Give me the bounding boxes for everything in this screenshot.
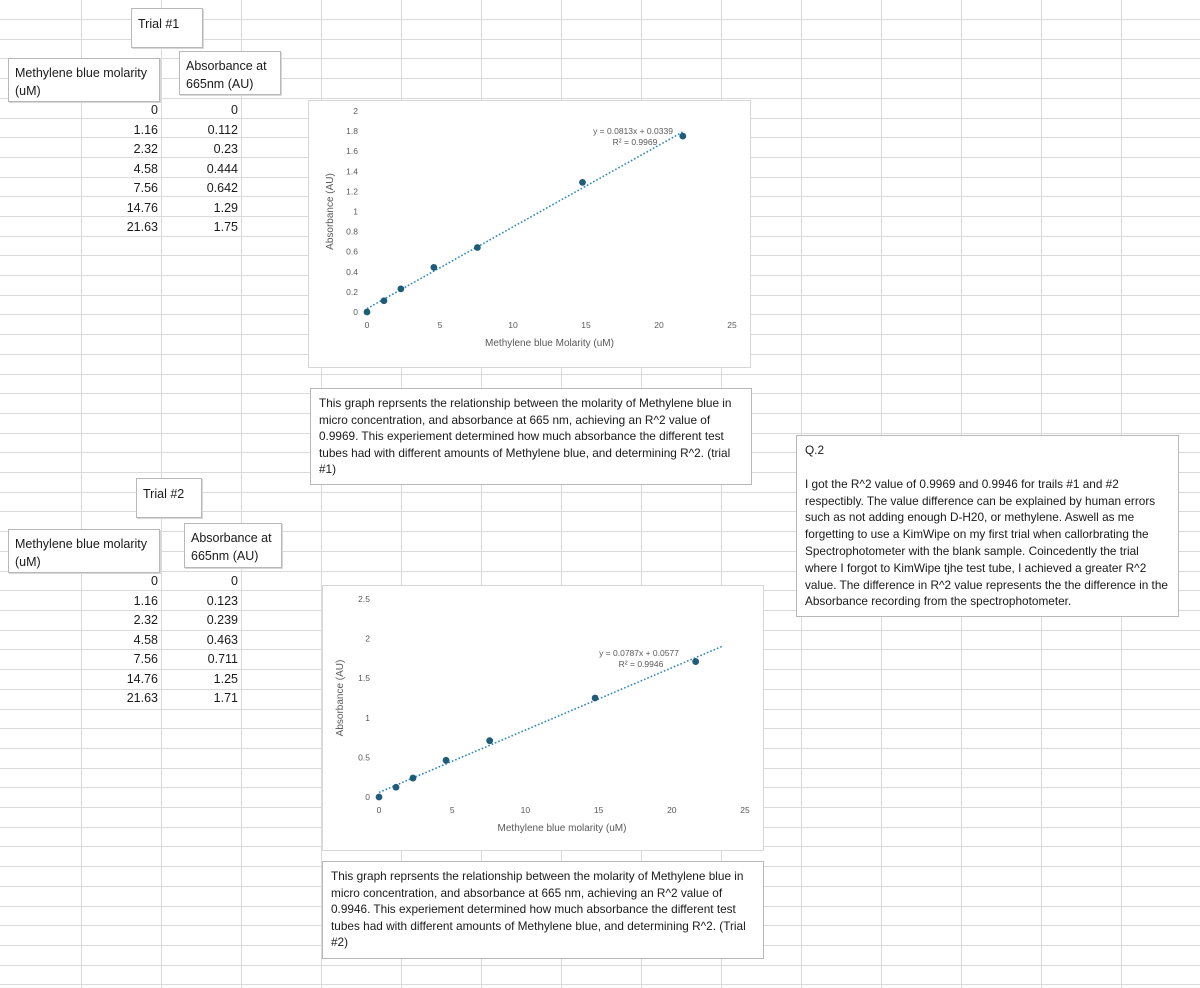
chart1-trendline [367, 132, 683, 309]
trial1-absorbance-cell[interactable]: 0.112 [207, 122, 238, 137]
chart1-y-tick-label: 1.6 [346, 146, 358, 157]
trial1-description: This graph reprsents the relationship between the molarity of Methylene blue in micro concentration, and absorbance at 665 nm, achieving an R^2 value of 0.9969. This experiement determined how much absorbance the different test tubes had with different amounts of Methylene blue, and determining R^2. (trial #1) [310, 388, 752, 485]
chart1-data-point[interactable] [679, 133, 686, 140]
trial1-absorbance-cell[interactable]: 1.75 [213, 220, 238, 234]
q2-body: I got the R^2 value of 0.9969 and 0.9946 for trails #1 and #2 respectibly. The value difference can be explained by human errors such as not adding enough D-H20, or methylene. Aswell as me forgetting to use a KimWipe on my first trial when callorbrating the Spectrophotometer with the blank sample. Coincedently the trial where I forgot to KimWipe tjhe test tube, I achieved a greater R^2 value. The difference in R^2 value represents the the difference in the Absorbance recording from the spectrophotometer. [805, 476, 1168, 609]
trial2-molarity-cell[interactable]: 0 [151, 574, 158, 588]
trial2-absorbance-cell[interactable]: 0 [231, 574, 238, 588]
trial2-absorbance-cell[interactable]: 0.123 [206, 593, 238, 608]
chart2-y-tick-label: 0.5 [358, 752, 370, 763]
chart2-data-point[interactable] [486, 737, 493, 744]
chart2-y-tick-label: 1.5 [358, 673, 370, 684]
chart2-data-point[interactable] [376, 794, 383, 801]
trial2-absorbance-header: Absorbance at 665nm (AU) [184, 523, 282, 568]
trial2-absorbance-cell[interactable]: 1.71 [213, 691, 238, 705]
chart1-y-tick-label: 0.2 [346, 286, 358, 297]
trial1-absorbance-cell[interactable]: 0.23 [213, 142, 238, 156]
chart1-y-tick-label: 1.4 [346, 166, 358, 177]
trial2-molarity-cell[interactable]: 7.56 [133, 652, 158, 666]
trial2-description: This graph reprsents the relationship between the molarity of Methylene blue in micro concentration, and absorbance at 665 nm, achieving an R^2 value of 0.9946. This experiement determined how much absorbance the different test tubes had with different amounts of Methylene blue, and determining R^2. (Trial #2) [322, 861, 764, 959]
trial1-absorbance-cell[interactable]: 0.642 [206, 181, 238, 195]
trial2-absorbance-cell[interactable]: 0.711 [207, 652, 238, 666]
chart1-r-squared-label: R² = 0.9969 [612, 137, 658, 147]
chart1-trendline-equation: y = 0.0813x + 0.0339 [593, 126, 673, 136]
chart1-x-tick-label: 20 [654, 320, 664, 330]
trial2-absorbance-cell[interactable]: 0.463 [206, 632, 238, 647]
trial1-absorbance-cell[interactable]: 0.444 [206, 161, 238, 176]
chart1-x-axis-title: Methylene blue Molarity (uM) [485, 338, 614, 349]
chart1-y-tick-label: 2 [353, 106, 358, 116]
trial2-molarity-cell[interactable]: 14.76 [126, 671, 158, 686]
chart2-x-tick-label: 25 [740, 805, 750, 815]
chart1-data-point[interactable] [579, 179, 586, 186]
chart1-data-point[interactable] [381, 297, 388, 304]
trial1-molarity-header: Methylene blue molarity (uM) [8, 58, 160, 102]
chart2-trendline [379, 646, 723, 792]
trial1-absorbance-header: Absorbance at 665nm (AU) [179, 51, 281, 95]
trial2-molarity-cell[interactable]: 4.58 [133, 632, 158, 647]
trial1-molarity-cell[interactable]: 21.63 [126, 220, 158, 234]
chart2-data-point[interactable] [592, 695, 599, 702]
chart2-y-tick-label: 2 [365, 633, 370, 644]
chart1-y-tick-label: 1 [353, 206, 358, 217]
chart2-x-tick-label: 15 [593, 805, 604, 815]
chart2-data-point[interactable] [393, 784, 400, 791]
chart1-x-tick-label: 0 [364, 320, 370, 330]
chart2-trendline-equation: y = 0.0787x + 0.0577 [599, 648, 679, 658]
trial2-molarity-cell[interactable]: 1.16 [133, 593, 158, 608]
chart2-x-tick-label: 5 [449, 805, 455, 815]
trial1-title: Trial #1 [131, 8, 203, 48]
trial1-molarity-cell[interactable]: 2.32 [133, 142, 158, 156]
chart2-data-point[interactable] [443, 757, 450, 764]
chart1-data-point[interactable] [430, 264, 437, 271]
trial1-scatter-chart[interactable] [308, 100, 751, 368]
trial1-absorbance-cell[interactable]: 1.29 [213, 200, 238, 215]
chart1-x-tick-label: 10 [508, 320, 518, 330]
trial2-chart-svg [323, 586, 765, 852]
trial2-absorbance-cell[interactable]: 0.239 [206, 613, 238, 627]
chart1-data-point[interactable] [474, 244, 481, 251]
chart2-x-axis-title: Methylene blue molarity (uM) [497, 823, 627, 834]
trial2-scatter-chart[interactable] [322, 585, 764, 851]
chart1-x-tick-label: 25 [727, 320, 737, 330]
chart1-y-tick-label: 1.2 [346, 186, 358, 197]
trial1-molarity-cell[interactable]: 4.58 [133, 161, 158, 176]
chart2-x-tick-label: 0 [376, 805, 382, 815]
chart1-y-tick-label: 0.6 [346, 246, 358, 257]
trial2-title: Trial #2 [136, 478, 202, 518]
chart2-y-tick-label: 1 [365, 712, 370, 723]
trial1-molarity-cell[interactable]: 1.16 [133, 122, 158, 137]
chart2-x-tick-label: 10 [520, 805, 531, 815]
chart2-y-tick-label: 2.5 [358, 594, 370, 604]
trial1-molarity-cell[interactable]: 14.76 [126, 200, 158, 215]
trial1-molarity-cell[interactable]: 0 [151, 103, 158, 117]
chart1-x-tick-label: 15 [581, 320, 591, 330]
chart1-y-axis-title: Absorbance (AU) [325, 173, 336, 250]
trial1-chart-svg [309, 101, 752, 369]
chart2-data-point[interactable] [410, 775, 417, 782]
chart1-y-tick-label: 0 [353, 307, 358, 317]
trial2-molarity-cell[interactable]: 2.32 [133, 613, 158, 627]
trial1-absorbance-cell[interactable]: 0 [231, 103, 238, 117]
q2-heading: Q.2 [805, 443, 825, 457]
trial1-molarity-cell[interactable]: 7.56 [133, 181, 158, 195]
q2-answer-box [796, 435, 1179, 617]
chart2-x-tick-label: 20 [667, 805, 677, 815]
trial2-molarity-cell[interactable]: 21.63 [126, 691, 158, 705]
chart2-r-squared-label: R² = 0.9946 [618, 659, 664, 669]
chart1-data-point[interactable] [397, 285, 404, 292]
trial2-absorbance-cell[interactable]: 1.25 [213, 671, 238, 686]
trial2-molarity-header: Methylene blue molarity (uM) [8, 529, 160, 573]
chart2-y-tick-label: 0 [365, 792, 370, 802]
chart1-data-point[interactable] [364, 309, 371, 316]
chart1-x-tick-label: 5 [437, 320, 443, 330]
chart1-y-tick-label: 0.4 [346, 266, 358, 277]
chart2-data-point[interactable] [692, 658, 699, 665]
chart1-y-tick-label: 1.8 [346, 126, 358, 137]
chart1-y-tick-label: 0.8 [346, 226, 358, 237]
chart2-y-axis-title: Absorbance (AU) [335, 659, 346, 737]
